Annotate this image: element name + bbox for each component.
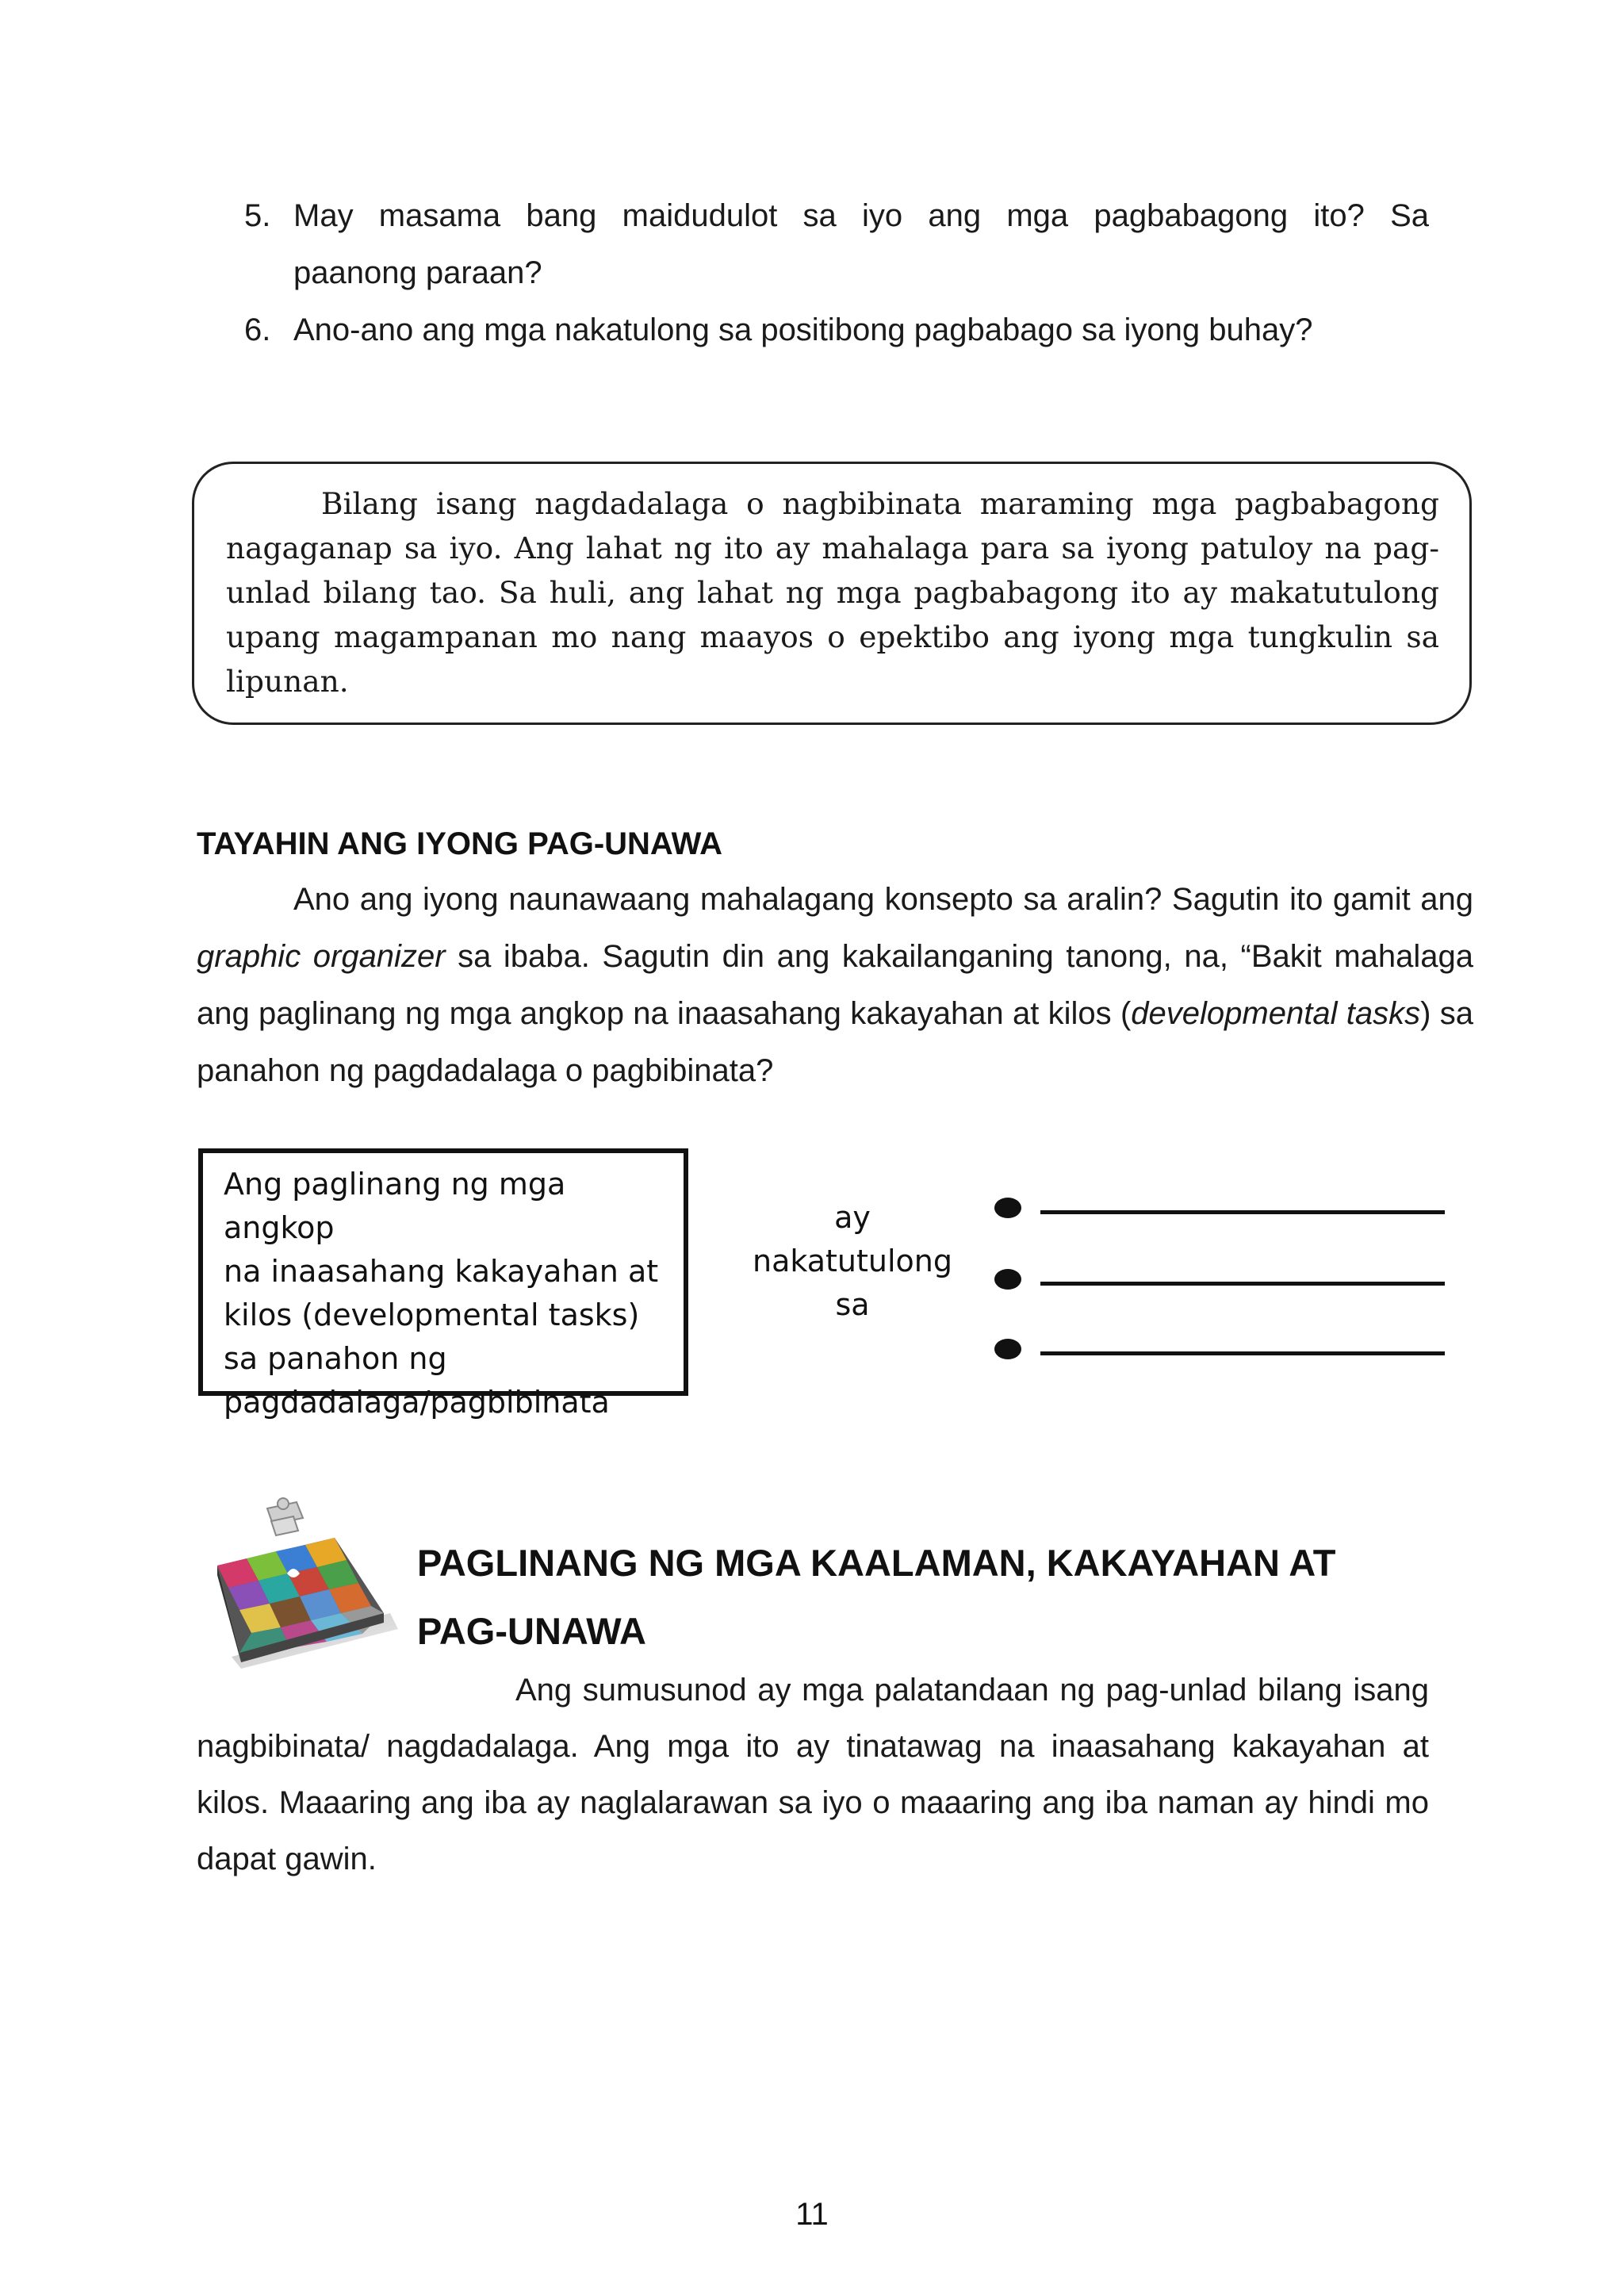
organizer-connector bbox=[737, 1196, 967, 1327]
answer-blank-1[interactable] bbox=[994, 1198, 1446, 1221]
answer-line bbox=[1040, 1351, 1445, 1355]
question-6 bbox=[244, 301, 1429, 358]
organizer-connector-line: nakatutulong bbox=[753, 1244, 952, 1278]
development-paragraph-text: Ang sumusunod ay mga palatandaan ng pag-unlad bilang isang nagbibinata/ nagdadalaga. Ang mga ito ay tinatawag na inaasahang kakayahan at kilos. Maaaring ang iba ay naglalarawan sa iyo o maaaring ang iba naman ay hindi mo dapat gawin. bbox=[197, 1673, 1429, 1876]
development-title bbox=[417, 1529, 1527, 1665]
summary-callout-text: Bilang isang nagdadalaga o nagbibinata maraming mga pagbabagong nagaganap sa iyo. Ang lahat ng ito ay mahalaga para sa iyong patuloy na pag-unlad bilang tao. Sa huli, ang lahat ng mga pagbabagong ito ay makatutulong upang magampanan mo nang maayos o epektibo ang iyong mga tungkulin sa lipunan. bbox=[226, 486, 1439, 699]
question-text: Ano-ano ang mga nakatulong sa positibong pagbabago sa iyong buhay? bbox=[293, 312, 1313, 347]
answer-blank-2[interactable] bbox=[994, 1269, 1446, 1293]
bullet-icon bbox=[994, 1198, 1021, 1218]
assessment-heading: TAYAHIN ANG IYONG PAG-UNAWA bbox=[197, 826, 723, 861]
page-number: 11 bbox=[795, 2197, 829, 2232]
organizer-connector-line: sa bbox=[835, 1287, 870, 1322]
development-title-line1: PAGLINANG NG MGA KAALAMAN, KAKAYAHAN AT bbox=[417, 1542, 1336, 1584]
assessment-text-a: Ano ang iyong naunawaang mahalagang konsepto sa aralin? Sagutin ito gamit ang bbox=[293, 882, 1473, 917]
bullet-icon bbox=[994, 1269, 1021, 1290]
summary-callout bbox=[192, 462, 1472, 725]
bullet-icon bbox=[994, 1339, 1021, 1359]
organizer-box-line: kilos (developmental tasks) bbox=[224, 1297, 640, 1332]
development-title-line2: PAG-UNAWA bbox=[417, 1610, 646, 1652]
question-number: 5. bbox=[244, 198, 271, 233]
organizer-box-line: sa panahon ng bbox=[224, 1341, 447, 1376]
question-text-line1: May masama bang maidudulot sa iyo ang mga pagbabagong ito? Sa bbox=[293, 198, 1429, 233]
question-5 bbox=[244, 187, 1429, 301]
answer-line bbox=[1040, 1210, 1445, 1214]
organizer-box-line: na inaasahang kakayahan at bbox=[224, 1254, 659, 1289]
answer-line bbox=[1040, 1282, 1445, 1286]
organizer-connector-line: ay bbox=[834, 1200, 871, 1235]
assessment-em-graphic-organizer: graphic organizer bbox=[197, 939, 446, 974]
assessment-em-developmental-tasks: developmental tasks bbox=[1131, 996, 1421, 1031]
question-number: 6. bbox=[244, 312, 271, 347]
assessment-text-c: ) sa panahon ng pagdadalaga o pagbibinata? bbox=[197, 996, 1473, 1088]
organizer-box-line: Ang paglinang ng mga angkop bbox=[224, 1167, 566, 1245]
organizer-box-line: pagdadalaga/pagbibinata bbox=[224, 1385, 610, 1420]
answer-blank-3[interactable] bbox=[994, 1339, 1446, 1363]
organizer-box bbox=[198, 1148, 688, 1420]
assessment-text-b: sa ibaba. Sagutin din ang kakailanganing tanong, na, “Bakit mahalaga ang paglinang ng mga angkop na inaasahang kakayahan at kilos ( bbox=[197, 939, 1474, 1031]
development-paragraph bbox=[197, 1662, 1429, 1888]
question-text-line2: paanong paraan? bbox=[293, 255, 542, 290]
assessment-paragraph bbox=[197, 871, 1473, 1099]
puzzle-icon bbox=[208, 1494, 406, 1669]
